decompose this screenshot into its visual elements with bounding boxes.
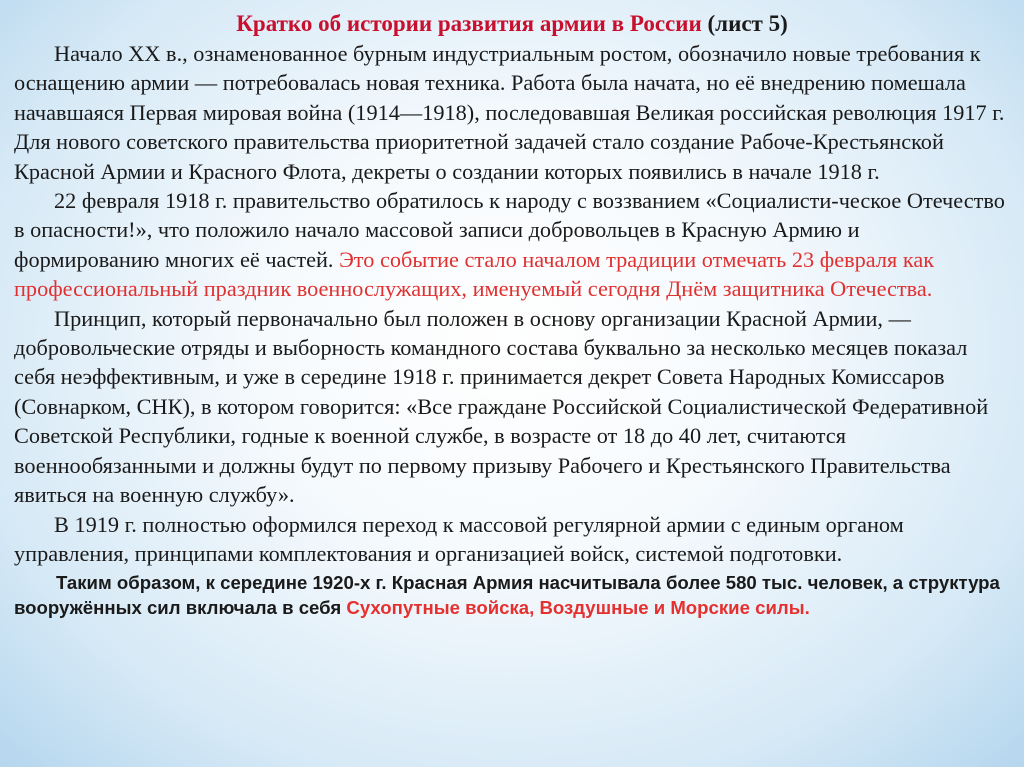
conclusion-paragraph — [14, 571, 1010, 620]
title-main: Кратко об истории развития армии в России — [236, 11, 702, 36]
slide-title — [14, 9, 1010, 39]
paragraph-3: Принцип, который первоначально был положен в основу организации Красной Армии, — добровольческие отряды и выборность командного состава буквально за несколько месяцев показал себя неэффективным, и уже в середине 1918 г. принимается декрет Совета Народных Комиссаров (Совнарком, СНК), в котором говорится: «Все граждане Российской Социалистической Федеративной Советской Республики, годные к военной службе, в возрасте от 18 до 40 лет, считаются военнообязанными и должны будут по первому призыву Рабочего и Крестьянского Правительства явиться на военную службу». — [14, 305, 989, 508]
paragraph-2-highlight: Это событие стало началом традиции отмечать 23 февраля как профессиональный праздник военнослужащих, именуемый сегодня Днём защитника Отечества. — [14, 246, 935, 302]
conclusion-text: Таким образом, к середине 1920-х г. Красная Армия насчитывала более 580 тыс. человек, а структура вооружённых сил включала в себя — [14, 572, 1000, 618]
conclusion-highlight: Сухопутные войска, Воздушные и Морские силы. — [346, 596, 810, 618]
paragraph-2-text: 22 февраля 1918 г. правительство обратилось к народу с воззванием «Социалисти-ческое Отечество в опасности!», что положило начало массовой записи добровольцев в Красную Армию и формированию многих её частей. — [14, 188, 1005, 272]
title-suffix: (лист 5) — [707, 11, 788, 36]
paragraph-4: В 1919 г. полностью оформился переход к массовой регулярной армии с единым органом управления, принципами комплектования и организацией войск, системой подготовки. — [14, 511, 904, 566]
paragraph-1: Начало XX в., ознаменованное бурным индустриальным ростом, обозначило новые требования к оснащению армии — потребовалась новая техника. Работа была начата, но её внедрению помешала начавшаяся Первая мировая война (1914—1918), последовавшая Великая российская революция 1917 г. Для нового советского правительства приоритетной задачей стало создание Рабоче-Крестьянской Красной Армии и Красного Флота, декреты о создании которых появились в начале 1918 г. — [14, 41, 1005, 184]
paragraph-2 — [14, 186, 1010, 304]
slide-content — [14, 9, 1010, 620]
